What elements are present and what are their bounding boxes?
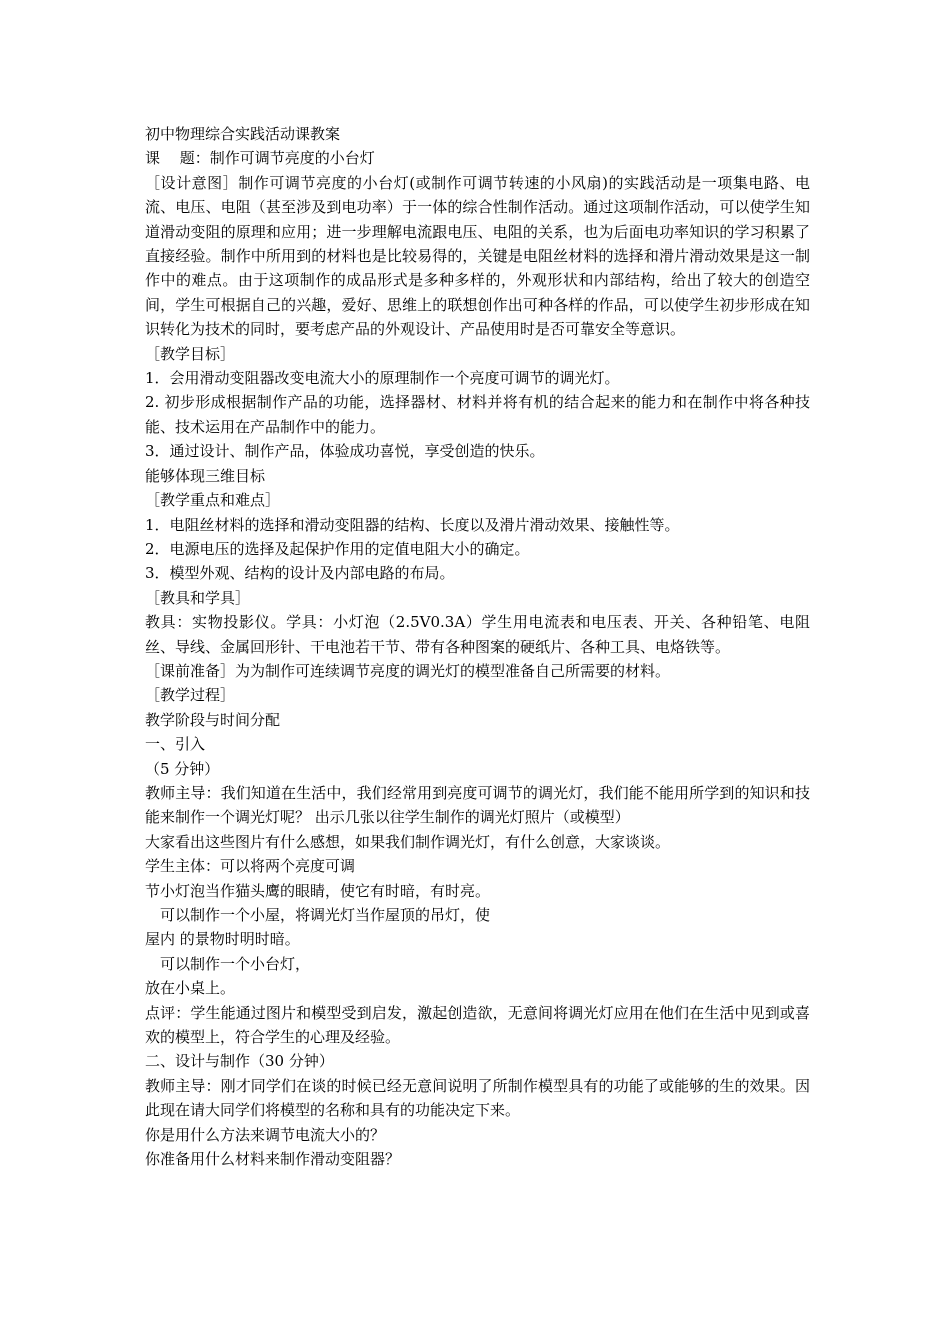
section-heading-materials: ［教具和学具］ [145, 588, 251, 607]
student-idea-line-4: 屋内 的景物时明时暗。 [145, 930, 300, 949]
key-point-item-1: 1．电阻丝材料的选择和滑动变阻器的结构、长度以及滑片滑动效果、接触性等。 [145, 515, 680, 534]
section-heading-key-points: ［教学重点和难点］ [145, 491, 281, 510]
section-heading-objectives: ［教学目标］ [145, 344, 236, 363]
design-intent-paragraph: ［设计意图］制作可调节亮度的小台灯(或制作可调节转速的小风扇)的实践活动是一项集电路、电流、电压、电阻（甚至涉及到电功率）于一体的综合性制作活动。通过这项制作活动，可以使学生知道滑动变阻的原理和应用；进一步理解电流跟电压、电阻的关系，也为后面电功率知识的学习积累了直接经验。制作中所用到的材料也是比较易得的，关键是电阻丝材料的选择和滑片滑动效果是这一制作中的难点。由于这项制作的成品形式是多种多样的，外观形状和内部结构，给出了较大的创造空间，学生可根据自己的兴趣，爱好、思维上的联想创作出可种各样的作品，可以使学生初步形成在知识转化为技术的同时，要考虑产品的外观设计、产品使用时是否可靠安全等意识。 [145, 173, 810, 339]
key-point-item-3: 3．模型外观、结构的设计及内部电路的布局。 [145, 564, 455, 583]
teacher-lead-paragraph-2: 教师主导：刚才同学们在谈的时候已经无意间说明了所制作模型具有的功能了或能够的生的效果。因此现在请大同学们将模型的名称和具有的功能决定下来。 [145, 1076, 810, 1120]
stage-1-time: （5 分钟） [145, 759, 220, 778]
objective-item-3: 3．通过设计、制作产品，体验成功喜悦，享受创造的快乐。 [145, 442, 545, 461]
comment-paragraph: 点评：学生能通过图片和模型受到启发，激起创造欲，无意间将调光灯应用在他们在生活中见到或喜欢的模型上，符合学生的心理及经验。 [145, 1003, 810, 1047]
student-idea-line-2: 节小灯泡当作猫头鹰的眼睛，使它有时暗，有时亮。 [145, 881, 491, 900]
document-title: 初中物理综合实践活动课教案 [145, 125, 341, 143]
question-line-2: 你准备用什么材料来制作滑动变阻器？ [145, 1150, 401, 1169]
materials-paragraph: 教具：实物投影仪。学具：小灯泡（2.5V0.3A）学生用电流表和电压表、开关、各种铅笔、电阻丝、导线、金属回形针、干电池若干节、带有各种图案的硬纸片、各种工具、电烙铁等。 [145, 613, 810, 656]
stage-1-heading: 一、引入 [145, 735, 206, 754]
question-line-1: 你是用什么方法来调节电流大小的？ [145, 1125, 386, 1144]
student-idea-line-6: 放在小桌上。 [145, 979, 236, 998]
stage-2-heading: 二、设计与制作（30 分钟） [145, 1052, 334, 1071]
preparation-paragraph: ［课前准备］为为制作可连续调节亮度的调光灯的模型准备自己所需要的材料。 [145, 661, 671, 680]
student-idea-line-3: 可以制作一个小屋，将调光灯当作屋顶的吊灯，使 [145, 906, 491, 924]
teacher-lead-question: 大家看出这些图片有什么感想，如果我们制作调光灯，有什么创意，大家谈谈。 [145, 832, 671, 851]
three-dimension-note: 能够体现三维目标 [145, 466, 266, 485]
key-point-item-2: 2．电源电压的选择及起保护作用的定值电阻大小的确定。 [145, 539, 530, 558]
teacher-lead-paragraph-1: 教师主导：我们知道在生活中，我们经常用到亮度可调节的调光灯，我们能不能用所学到的知识和技能来制作一个调光灯呢？ 出示几张以往学生制作的调光灯照片（或模型） [145, 783, 810, 827]
objective-item-1: 1．会用滑动变阻器改变电流大小的原理制作一个亮度可调节的调光灯。 [145, 369, 620, 388]
student-idea-line-5: 可以制作一个小台灯， [145, 954, 311, 973]
objective-item-2: 2. 初步形成根据制作产品的功能，选择器材、材料并将有机的结合起来的能力和在制作中将各种技能、技术运用在产品制作中的能力。 [145, 393, 810, 436]
document-page [145, 122, 810, 1171]
section-heading-process: ［教学过程］ [145, 686, 236, 705]
stage-time-heading: 教学阶段与时间分配 [145, 710, 281, 729]
lesson-topic: 课 题：制作可调节亮度的小台灯 [145, 149, 375, 168]
student-idea-line-1: 学生主体：可以将两个亮度可调 [145, 857, 356, 876]
